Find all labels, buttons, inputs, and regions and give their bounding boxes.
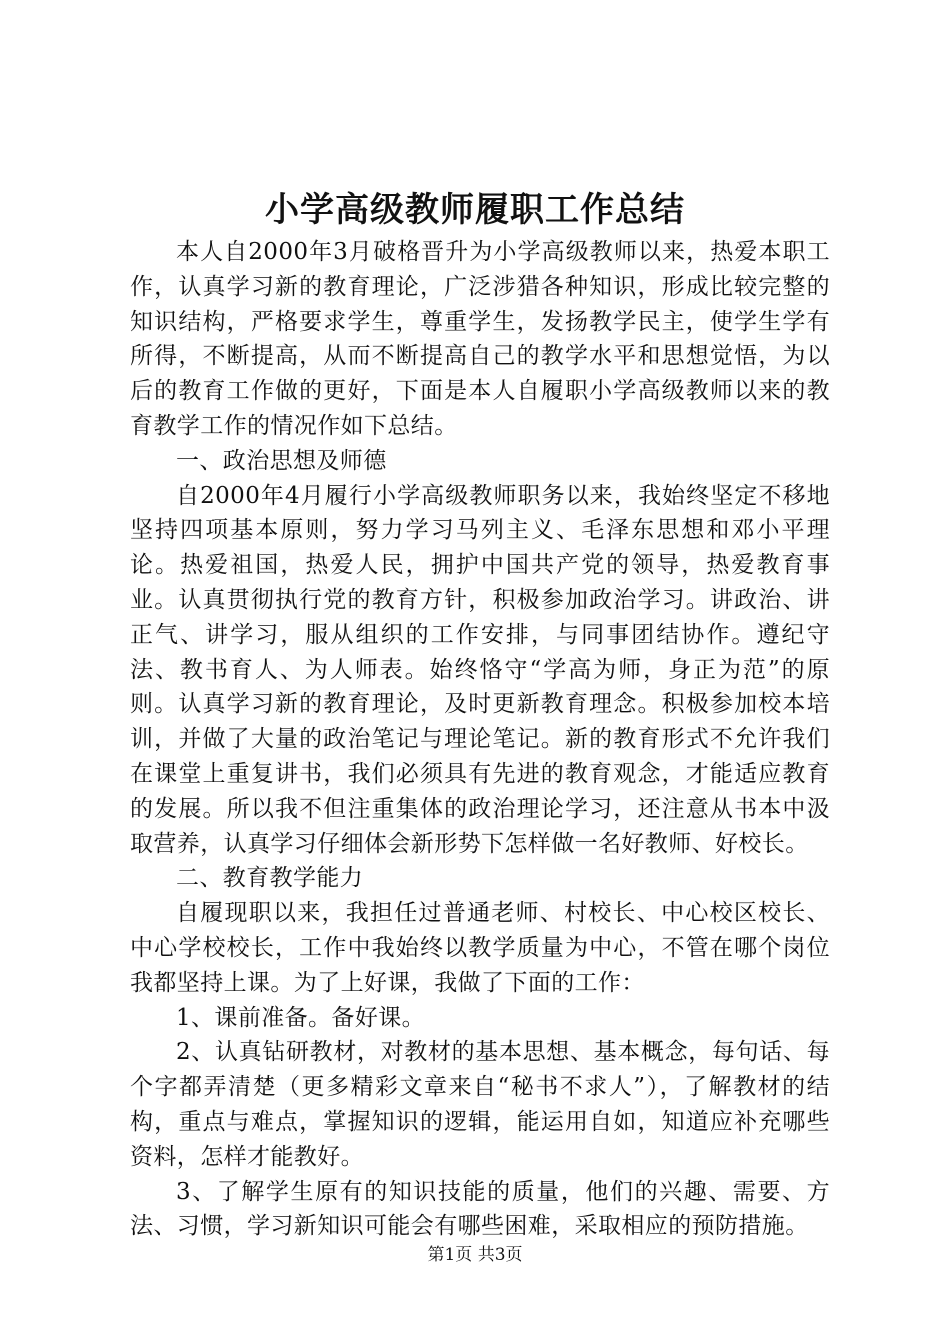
intro-paragraph: 本人自2000年3月破格晋升为小学高级教师以来，热爱本职工作，认真学习新的教育理论，广泛涉猎各种知识，形成比较完整的知识结构，严格要求学生，尊重学生，发扬教学民主，使学生学有所得，不断提高，从而不断提高自己的教学水平和思想觉悟，为以后的教育工作做的更好，下面是本人自履职小学高级教师以来的教育教学工作的情况作如下总结。 [130,239,830,439]
politics-paragraph: 自2000年4月履行小学高级教师职务以来，我始终坚定不移地坚持四项基本原则，努力学习马列主义、毛泽东思想和邓小平理论。热爱祖国，热爱人民，拥护中国共产党的领导，热爱教育事业。认真贯彻执行党的教育方针，积极参加政治学习。讲政治、讲正气、讲学习，服从组织的工作安排，与同事团结协作。遵纪守法、教书育人、为人师表。始终恪守“学高为师，身正为范”的原则。认真学习新的教育理论，及时更新教育理念。积极参加校本培训，并做了大量的政治笔记与理论笔记。新的教育形式不允许我们在课堂上重复讲书，我们必须具有先进的教育观念，才能适应教育的发展。所以我不但注重集体的政治理论学习，还注意从书本中汲取营养，认真学习仔细体会新形势下怎样做一名好教师、好校长。 [130,482,830,857]
section-heading-politics: 一、政治思想及师德 [176,447,387,474]
teaching-paragraph: 自履现职以来，我担任过普通老师、村校长、中心校区校长、中心学校校长，工作中我始终以教学质量为中心，不管在哪个岗位我都坚持上课。为了上好课，我做了下面的工作： [130,900,830,996]
list-item-3: 3、了解学生原有的知识技能的质量，他们的兴趣、需要、方法、习惯，学习新知识可能会有哪些困难，采取相应的预防措施。 [130,1178,830,1240]
list-item-2: 2、认真钻研教材，对教材的基本思想、基本概念，每句话、每个字都弄清楚（更多精彩文章来自“秘书不求人”），了解教材的结构，重点与难点，掌握知识的逻辑，能运用自如，知道应补充哪些资料，怎样才能教好。 [130,1039,830,1170]
document-body [130,235,830,1244]
list-item-1: 1、课前准备。备好课。 [176,1004,426,1031]
document-title: 小学高级教师履职工作总结 [265,190,685,230]
section-heading-teaching: 二、教育教学能力 [176,865,364,892]
page-number-footer: 第1页 共3页 [427,1245,523,1265]
